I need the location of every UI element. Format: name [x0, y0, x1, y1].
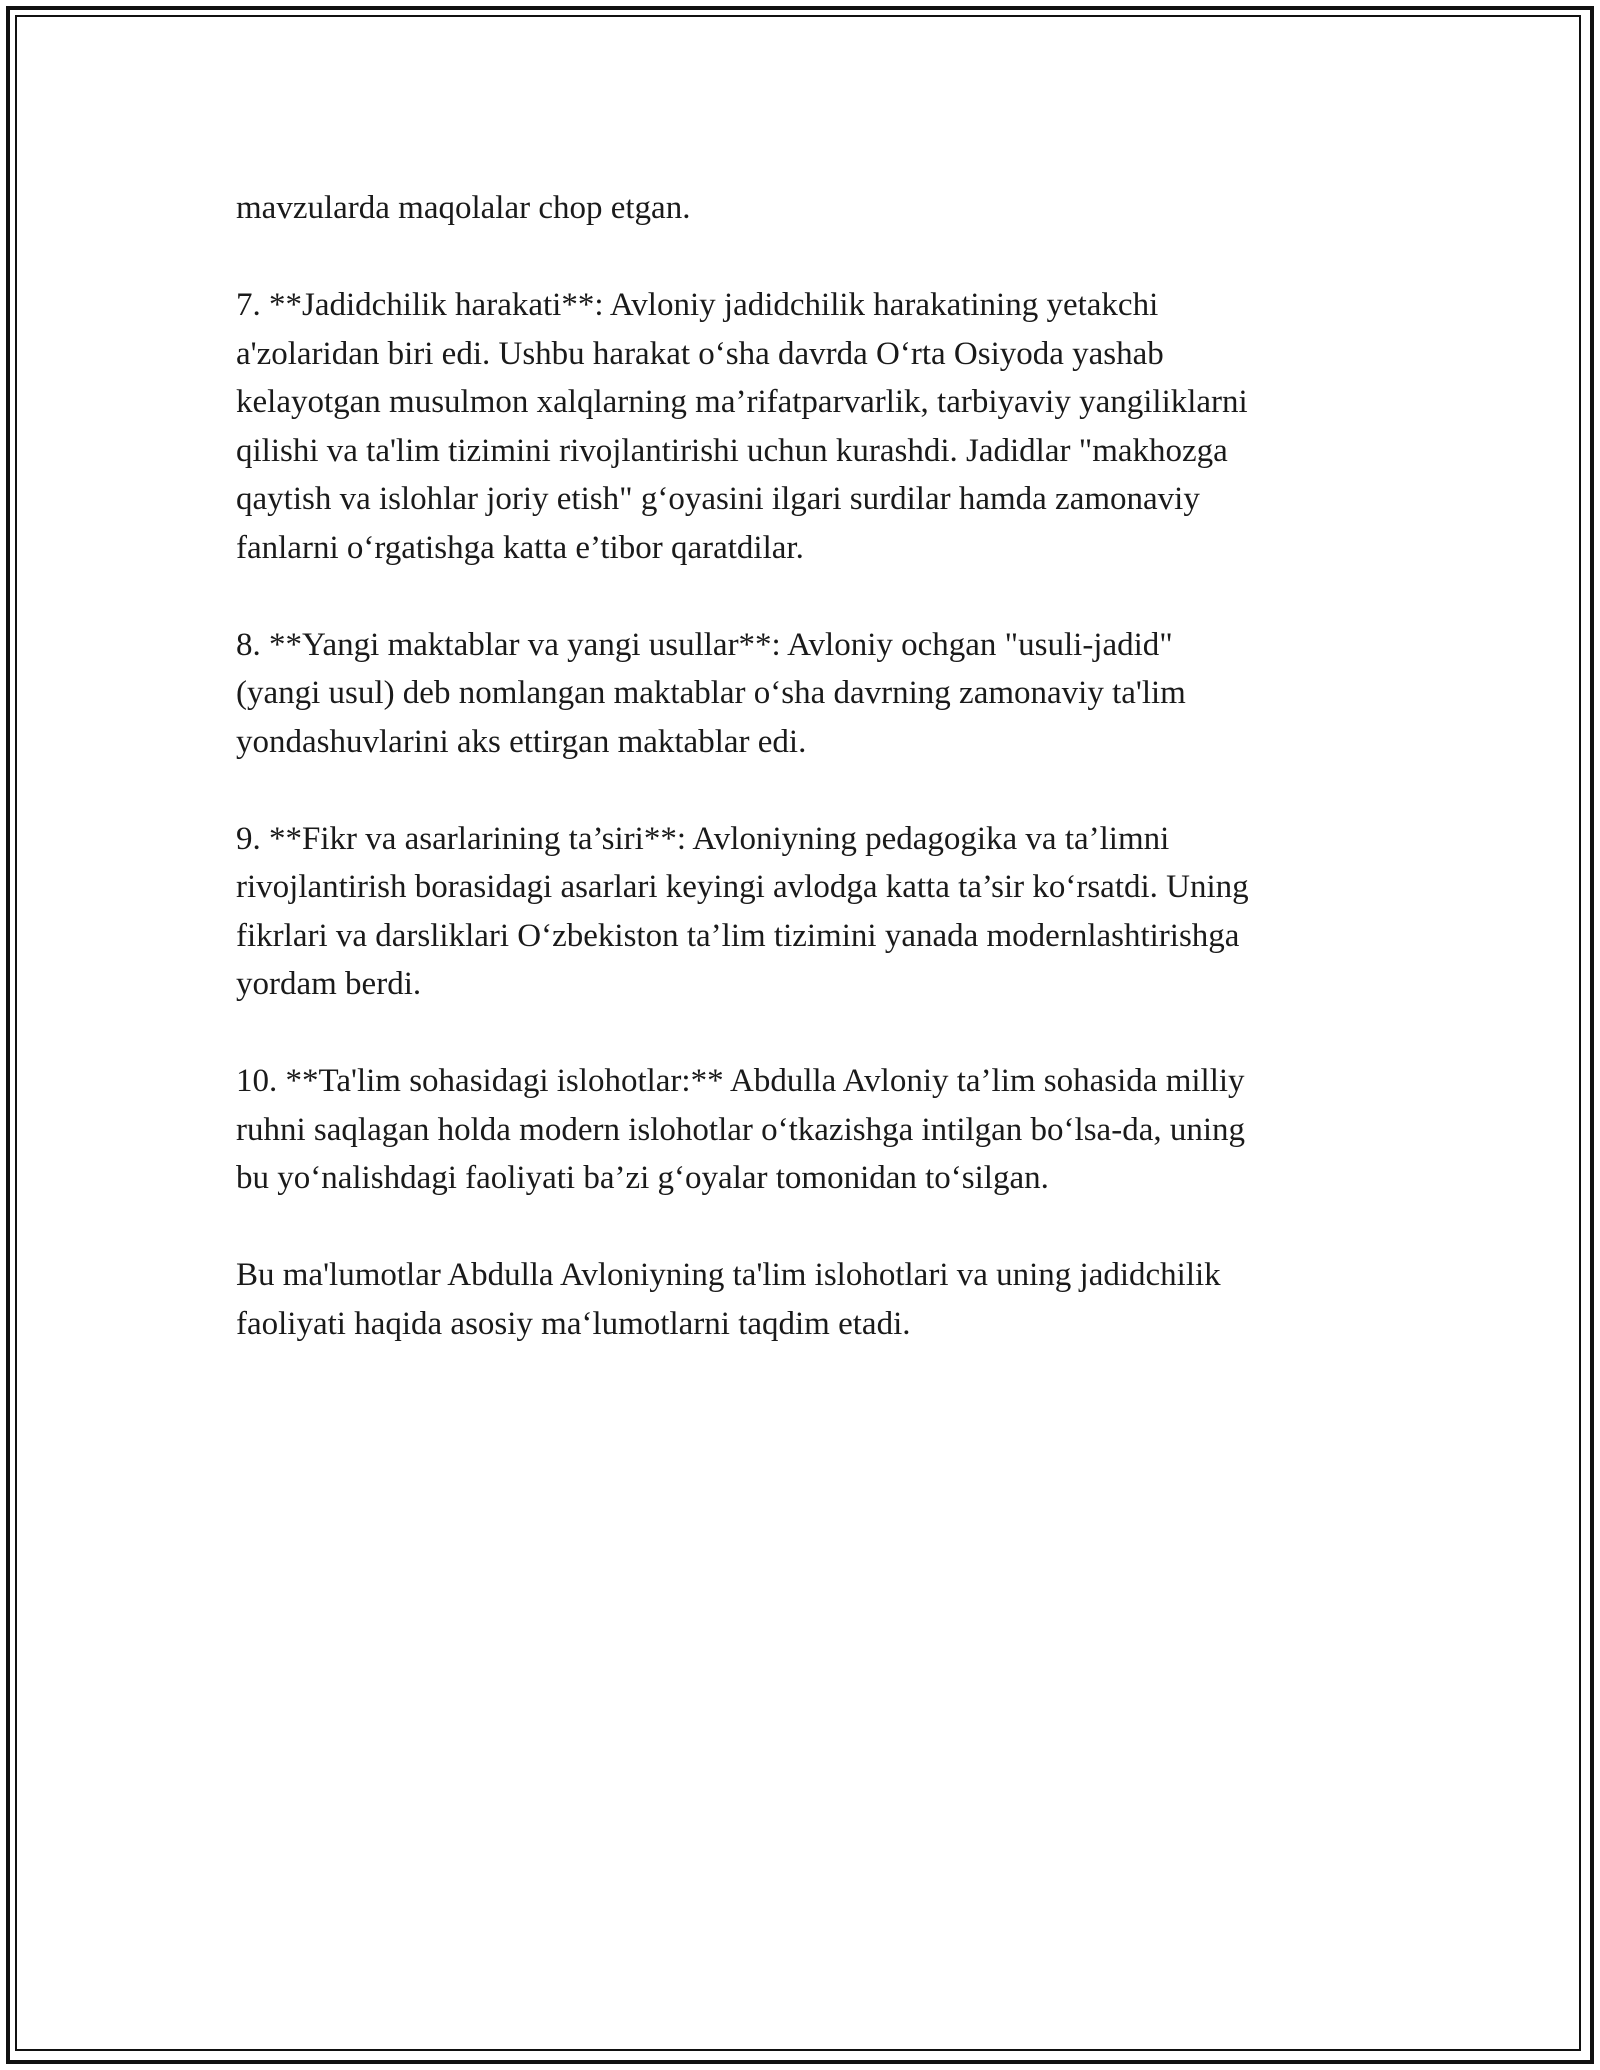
paragraph-item-10: 10. **Ta'lim sohasidagi islohotlar:** Abdulla Avloniy ta’lim sohasida milliy ruhni saqlagan holda modern islohotlar o‘tkazishga intilgan bo‘lsa-da, uning bu yo‘nalishdagi faoliyati ba’zi g‘oyalar tomonidan to‘silgan. — [236, 1063, 1246, 1196]
paragraph-conclusion: Bu ma'lumotlar Abdulla Avloniyning ta'lim islohotlari va uning jadidchilik faoliyati haqida asosiy ma‘lumotlarni taqdim etadi. — [236, 1257, 1221, 1342]
paragraph-item-9: 9. **Fikr va asarlarining ta’siri**: Avloniyning pedagogika va ta’limni rivojlantirish borasidagi asarlari keyingi avlodga katta ta’sir ko‘rsatdi. Uning fikrlari va darsliklari O‘zbekiston ta’lim tizimini yanada modernlashtirishga yordam berdi. — [236, 820, 1249, 1002]
paragraph-item-8: 8. **Yangi maktablar va yangi usullar**: Avloniy ochgan "usuli-jadid" (yangi usul) deb nomlangan maktablar o‘sha davrning zamonaviy ta'lim yondashuvlarini aks ettirgan maktablar edi. — [236, 626, 1186, 760]
document-body — [236, 184, 1376, 1397]
paragraph-item-7: 7. **Jadidchilik harakati**: Avloniy jadidchilik harakatining yetakchi a'zolaridan biri edi. Ushbu harakat o‘sha davrda O‘rta Osiyoda yashab kelayotgan musulmon xalqlarning ma’rifatparvarlik, tarbiyaviy yangiliklarni qilishi va ta'lim tizimini rivojlantirishi uchun kurashdi. Jadidlar "makhozga qaytish va islohlar joriy etish" g‘oyasini ilgari surdilar hamda zamonaviy fanlarni o‘rgatishga katta e’tibor qaratdilar. — [236, 287, 1248, 566]
paragraph-continuation: mavzularda maqolalar chop etgan. — [236, 190, 691, 226]
